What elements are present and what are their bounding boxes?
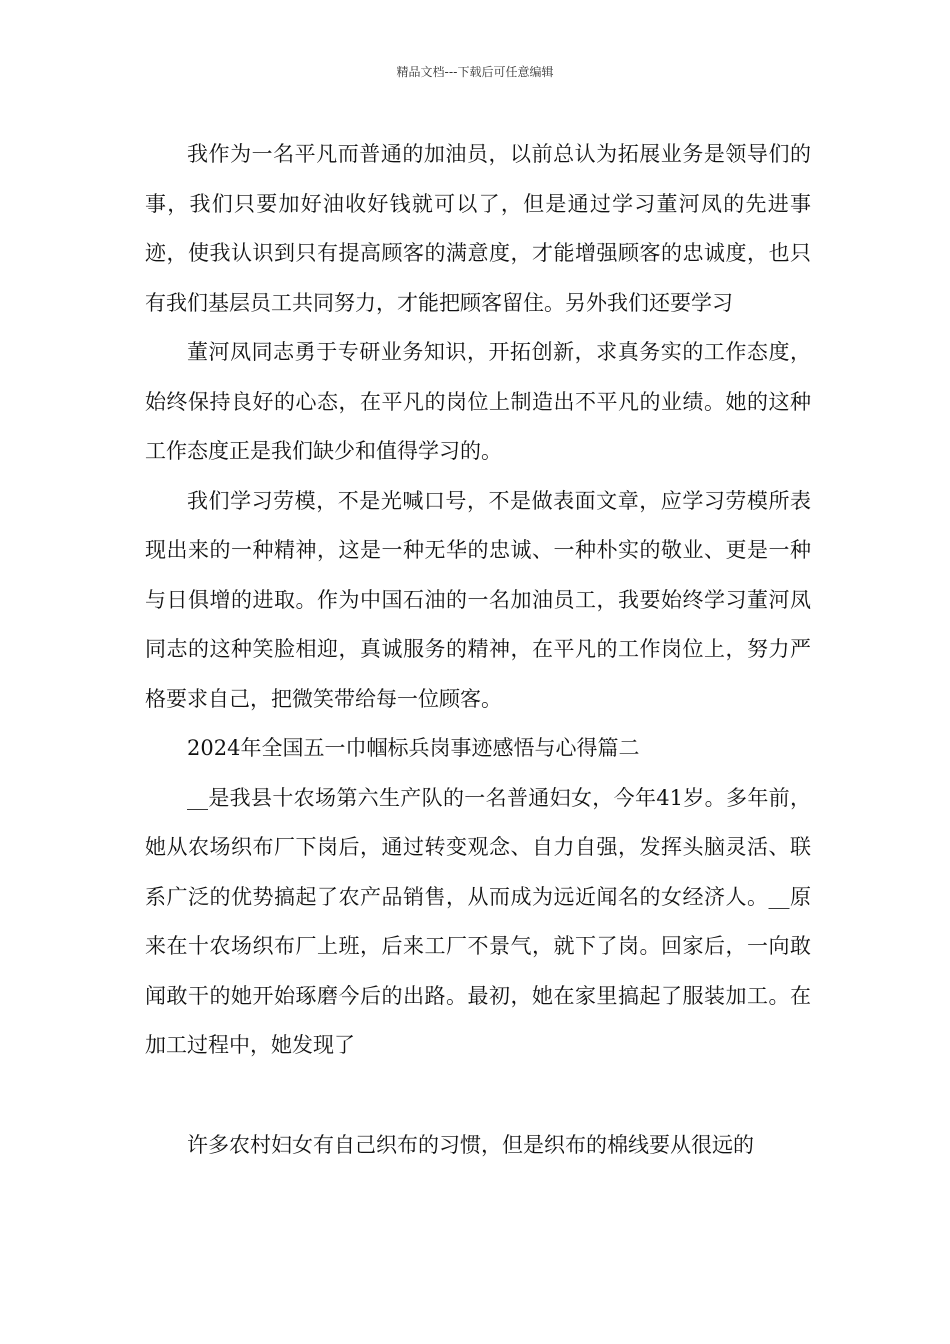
paragraph-5: 许多农村妇女有自己织布的习惯，但是织布的棉线要从很远的 (187, 1132, 754, 1157)
paragraph-1: 我作为一名平凡而普通的加油员，以前总认为拓展业务是领导们的事，我们只要加好油收好钱就可以了，但是通过学习董河凤的先进事迹，使我认识到只有提高顾客的满意度，才能增强顾客的忠诚度，也只有我们基层员工共同努力，才能把顾客留住。另外我们还要学习 (145, 142, 811, 315)
paragraph-3: 我们学习劳模，不是光喊口号，不是做表面文章，应学习劳模所表现出来的一种精神，这是一种无华的忠诚、一种朴实的敬业、更是一种与日俱增的进取。作为中国石油的一名加油员工，我要始终学习董河凤同志的这种笑脸相迎，真诚服务的精神，在平凡的工作岗位上，努力严格要求自己，把微笑带给每一位顾客。 (145, 488, 811, 711)
paragraph-2: 董河凤同志勇于专研业务知识，开拓创新，求真务实的工作态度，始终保持良好的心态，在平凡的岗位上制造出不平凡的业绩。她的这种工作态度正是我们缺少和值得学习的。 (145, 340, 811, 463)
paragraph-4: __是我县十农场第六生产队的一名普通妇女，今年41岁。多年前，她从农场织布厂下岗后，通过转变观念、自力自强，发挥头脑灵活、联系广泛的优势搞起了农产品销售，从而成为远近闻名的女经济人。__原来在十农场织布厂上班，后来工厂不景气，就下了岗。回家后，一向敢闻敢干的她开始琢磨今后的出路。最初，她在家里搞起了服装加工。在加工过程中，她发现了 (145, 785, 811, 1057)
document-body (145, 130, 811, 1170)
section-heading: 2024年全国五一巾帼标兵岗事迹感悟与心得篇二 (187, 736, 640, 760)
page-header: 精品文档---下载后可任意编辑 (396, 65, 554, 79)
